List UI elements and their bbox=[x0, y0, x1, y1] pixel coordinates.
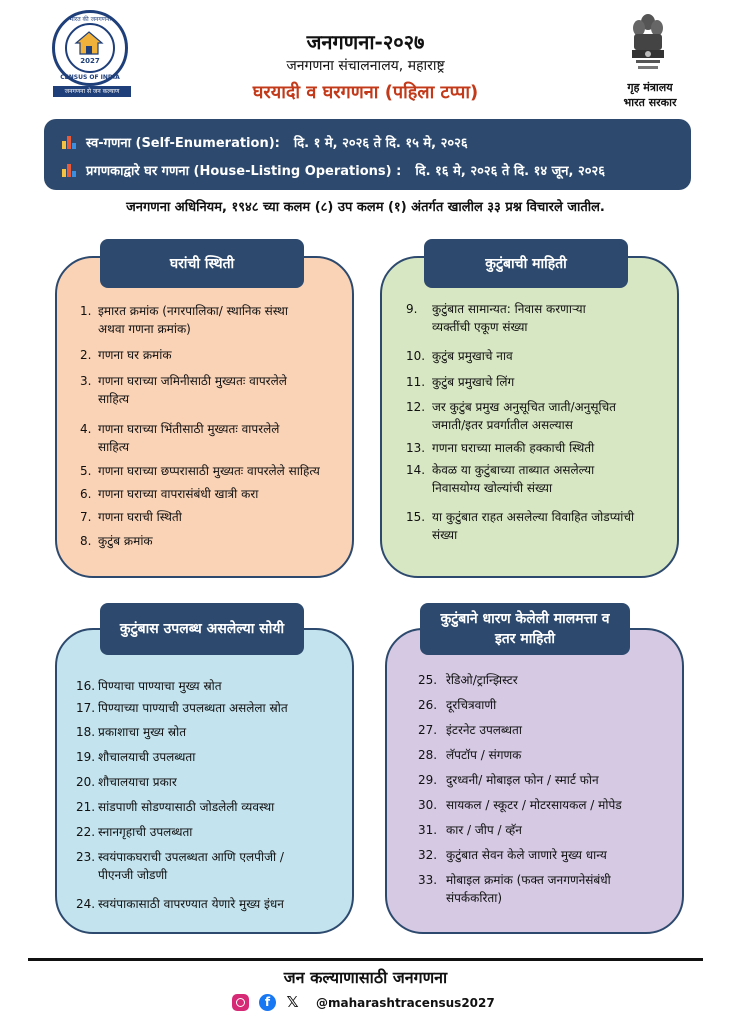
self-enumeration-label: स्व-गणना (Self-Enumeration): bbox=[86, 136, 280, 151]
list-item: 8. कुटुंब क्रमांक bbox=[80, 534, 153, 548]
list-item: 16. पिण्याचा पाण्याचा मुख्य स्रोत bbox=[76, 679, 222, 693]
self-enumeration-row bbox=[62, 132, 468, 152]
list-item: 24. स्वयंपाकासाठी वापरण्यात येणारे मुख्य इंधन bbox=[76, 897, 284, 911]
section-title-amenities: कुटुंबास उपलब्ध असलेल्या सोयी bbox=[100, 603, 304, 655]
schedule-banner bbox=[44, 119, 691, 190]
list-item: 29. दुरध्वनी/ मोबाइल फोन / स्मार्ट फोन bbox=[418, 773, 599, 787]
logo-tagline: जनगणना से जन कल्याण bbox=[53, 86, 131, 97]
national-emblem-icon bbox=[626, 10, 670, 76]
list-item: 3. गणना घराच्या जमिनीसाठी मुख्यतः वापरलेले साहित्य bbox=[80, 374, 287, 406]
list-item: 23. स्वयंपाकघराची उपलब्धता आणि एलपीजी / पीएनजी जोडणी bbox=[76, 850, 284, 882]
house-listing-dates: दि. १६ मे, २०२६ ते दि. १४ जून, २०२६ bbox=[415, 164, 605, 179]
government-name: भारत सरकार bbox=[623, 96, 677, 109]
page-subtitle: जनगणना संचालनालय, महाराष्ट्र bbox=[286, 58, 445, 74]
section-title-assets: कुटुंबाने धारण केलेली मालमत्ता व इतर माहिती bbox=[420, 603, 630, 655]
list-item: 14. केवळ या कुटुंबाच्या ताब्यात असलेल्या निवासयोग्य खोल्यांची संख्या bbox=[406, 463, 595, 495]
phase-heading: घरयादी व घरगणना (पहिला टप्पा) bbox=[252, 82, 479, 103]
section-title-housing: घरांची स्थिती bbox=[100, 239, 304, 288]
list-item: 9. कुटुंबात सामान्यत: निवास करणाऱ्या व्यक्तींची एकूण संख्या bbox=[406, 302, 586, 334]
ministry-name: गृह मंत्रालय bbox=[627, 81, 673, 94]
list-item: 12. जर कुटुंब प्रमुख अनुसूचित जाती/अनुसूचित जमाती/इतर प्रवर्गातील असल्यास bbox=[406, 400, 617, 432]
list-item: 22. स्नानगृहाची उपलब्धता bbox=[76, 825, 193, 839]
instagram-icon[interactable] bbox=[232, 994, 249, 1011]
list-item: 27. इंटरनेट उपलब्धता bbox=[418, 723, 522, 737]
logo-arc-bottom: CENSUS OF INDIA bbox=[60, 74, 120, 81]
act-statement: जनगणना अधिनियम, १९४८ च्या कलम (८) उप कलम (१) अंतर्गत खालील ३३ प्रश्न विचारले जातील. bbox=[126, 200, 605, 215]
bar-chart-icon bbox=[62, 163, 76, 177]
facebook-icon[interactable]: f bbox=[259, 994, 276, 1011]
list-item: 21. सांडपाणी सोडण्यासाठी जोडलेली व्यवस्था bbox=[76, 800, 275, 814]
list-item: 17. पिण्याच्या पाण्याची उपलब्धता असलेला स्रोत bbox=[76, 701, 288, 715]
section-title-household: कुटुंबाची माहिती bbox=[424, 239, 628, 288]
list-item: 28. लॅपटॉप / संगणक bbox=[418, 748, 522, 762]
list-item: 6. गणना घराच्या वापरासंबंधी खात्री करा bbox=[80, 487, 259, 501]
list-item: 32. कुटुंबात सेवन केले जाणारे मुख्य धान्य bbox=[418, 848, 607, 862]
list-item: 4. गणना घराच्या भिंतीसाठी मुख्यतः वापरलेले साहित्य bbox=[80, 422, 280, 454]
list-item: 13. गणना घराच्या मालकी हक्काची स्थिती bbox=[406, 441, 595, 455]
list-item: 15. या कुटुंबात राहत असलेल्या विवाहित जोडप्यांची संख्या bbox=[406, 510, 635, 542]
list-item: 31. कार / जीप / व्हॅन bbox=[418, 823, 522, 837]
list-item: 33. मोबाइल क्रमांक (फक्त जनगणनेसंबंधी संपर्ककरिता) bbox=[418, 873, 611, 905]
list-item: 18. प्रकाशाचा मुख्य स्रोत bbox=[76, 725, 187, 739]
list-item: 20. शौचालयाचा प्रकार bbox=[76, 775, 177, 789]
list-item: 2. गणना घर क्रमांक bbox=[80, 348, 172, 362]
logo-year: 2027 bbox=[80, 57, 100, 65]
self-enumeration-dates: दि. १ मे, २०२६ ते दि. १५ मे, २०२६ bbox=[293, 136, 468, 151]
house-listing-label: प्रगणकाद्वारे घर गणना (House-Listing Operations) : bbox=[86, 164, 402, 179]
social-handle[interactable]: @maharashtracensus2027 bbox=[316, 996, 495, 1010]
list-item: 10. कुटुंब प्रमुखाचे नाव bbox=[406, 349, 513, 363]
list-item: 19. शौचालयाची उपलब्धता bbox=[76, 750, 196, 764]
page-title: जनगणना-२०२७ bbox=[306, 30, 425, 54]
list-item: 30. सायकल / स्कूटर / मोटरसायकल / मोपेड bbox=[418, 798, 622, 812]
list-item: 25. रेडिओ/ट्रान्झिस्टर bbox=[418, 673, 518, 687]
list-item: 7. गणना घराची स्थिती bbox=[80, 510, 182, 524]
list-item: 1. इमारत क्रमांक (नगरपालिका/ स्थानिक संस्था अथवा गणना क्रमांक) bbox=[80, 304, 288, 336]
bar-chart-icon bbox=[62, 135, 76, 149]
list-item: 5. गणना घराच्या छप्परासाठी मुख्यतः वापरलेले साहित्य bbox=[80, 464, 320, 478]
list-item: 11. कुटुंब प्रमुखाचे लिंग bbox=[406, 375, 515, 389]
list-item: 26. दूरचित्रवाणी bbox=[418, 698, 497, 712]
footer-slogan: जन कल्याणासाठी जनगणना bbox=[283, 968, 448, 987]
logo-arc-top: भारत की जनगणना bbox=[68, 16, 111, 23]
footer-divider bbox=[28, 958, 703, 961]
x-icon[interactable]: 𝕏 bbox=[286, 993, 299, 1011]
house-listing-row bbox=[62, 160, 605, 180]
